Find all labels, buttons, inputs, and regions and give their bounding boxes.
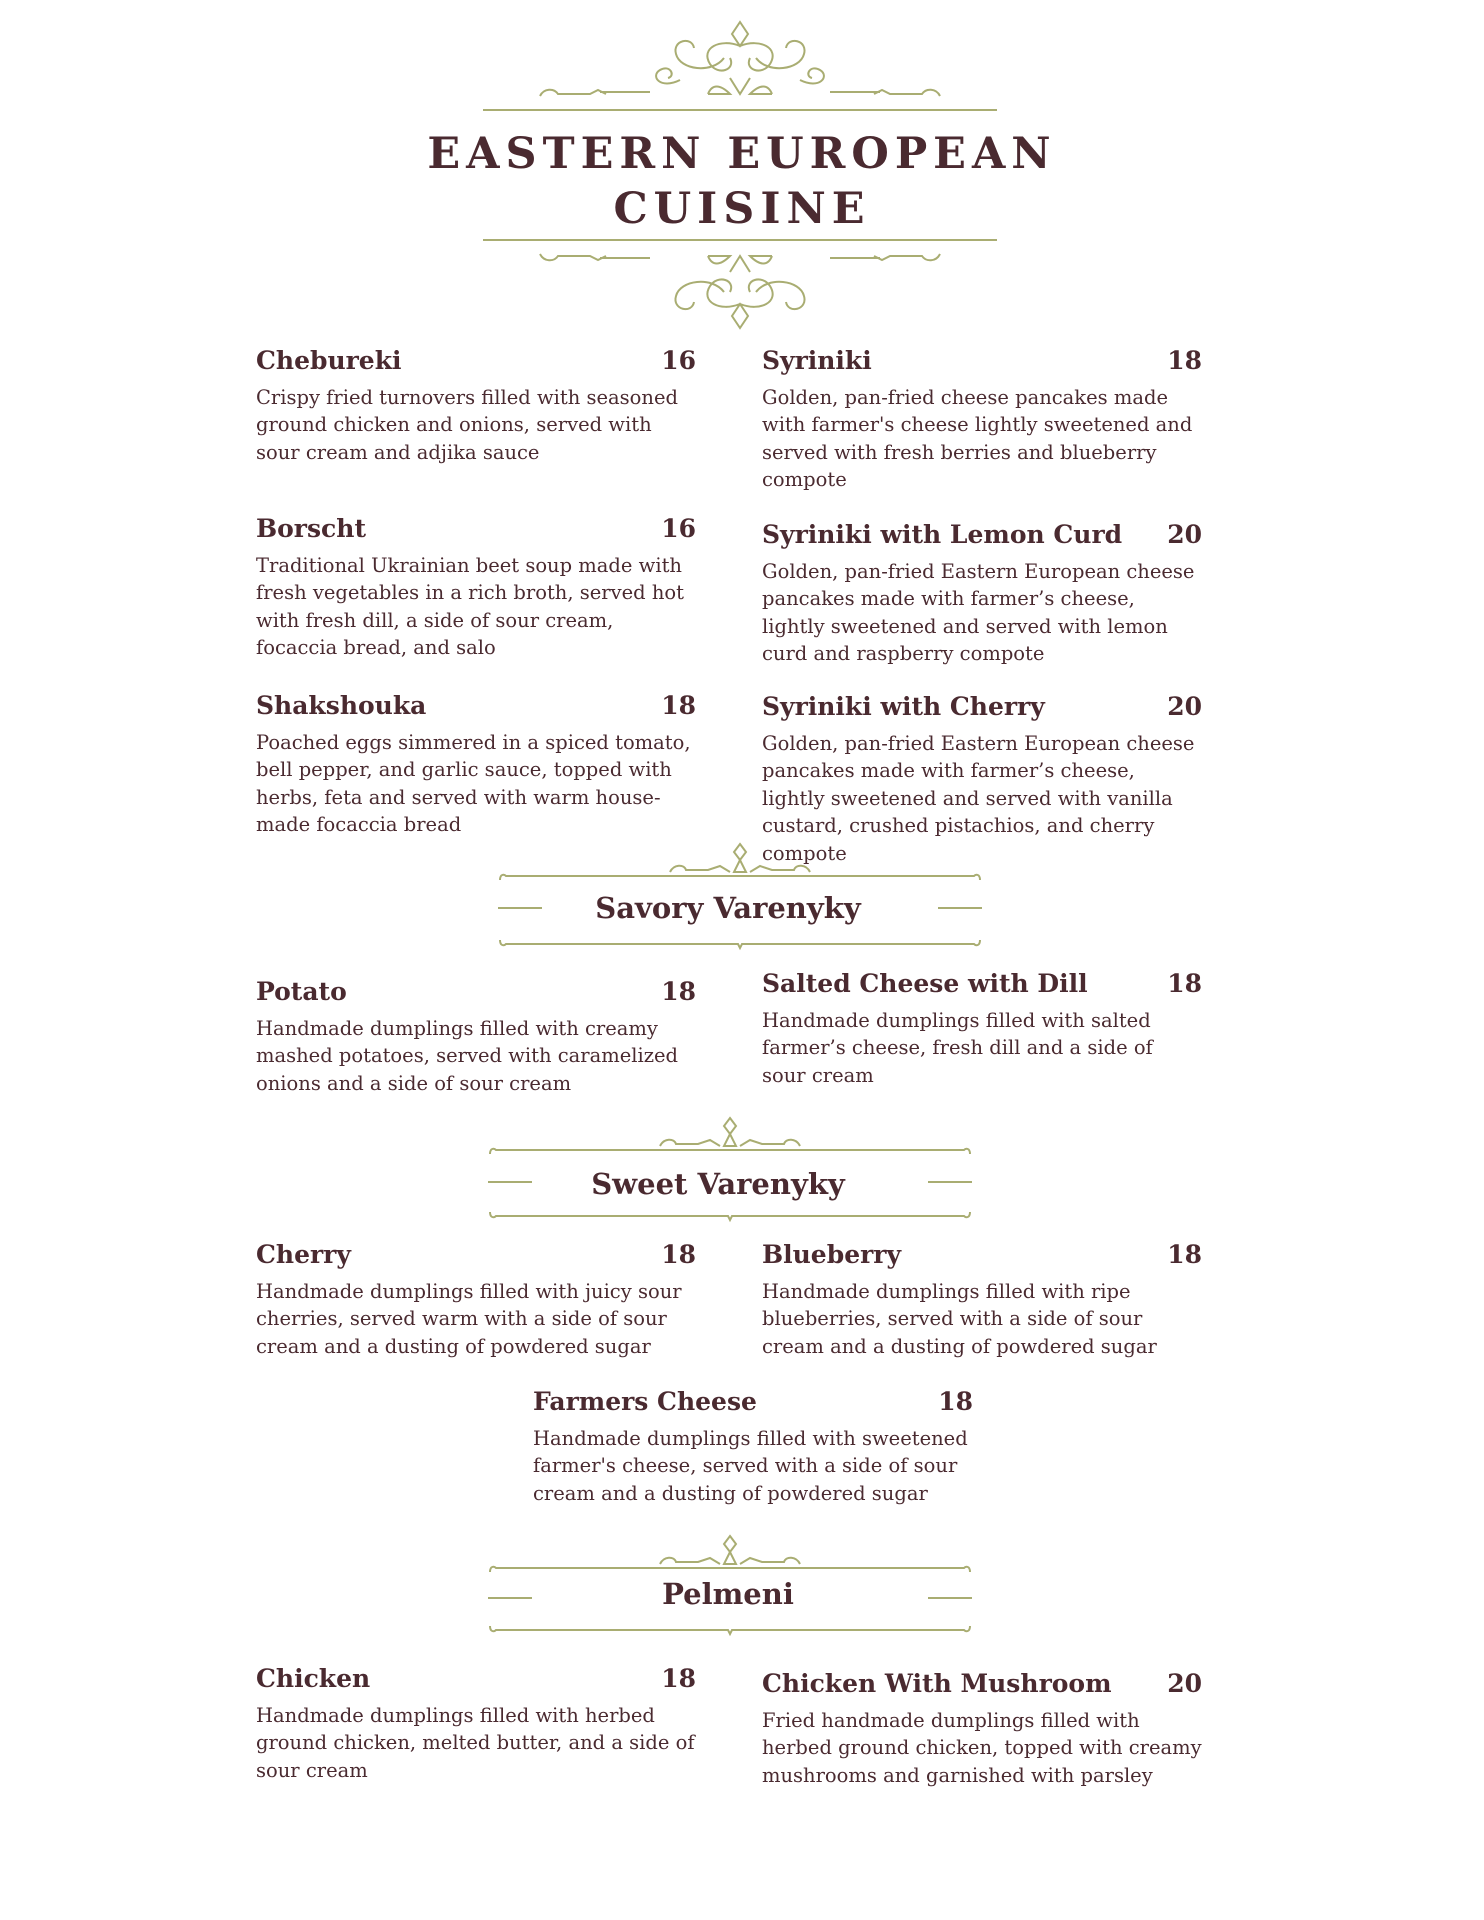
- menu-item-syriniki: [762, 344, 1202, 494]
- item-price: 18: [938, 1387, 973, 1416]
- section-title-pelmeni: Pelmeni: [662, 1577, 794, 1611]
- item-description: Golden, pan-fried Eastern European cheese pancakes made with farmer’s cheese, lightly sweetened and served with lemon curd and raspberry compote: [762, 560, 1195, 666]
- menu-item-potato: [256, 975, 696, 1097]
- item-description: Handmade dumplings filled with juicy sour cherries, served warm with a side of sour cream and a dusting of powdered sugar: [256, 1280, 682, 1358]
- menu-item-chicken: [256, 1662, 696, 1784]
- item-name: Cherry: [256, 1240, 351, 1269]
- menu-item-syriniki-lemon-curd: [762, 518, 1202, 668]
- menu-item-chebureki: [256, 344, 696, 466]
- item-price: 20: [1167, 520, 1202, 549]
- item-description: Poached eggs simmered in a spiced tomato, bell pepper, and garlic sauce, topped with herbs, feta and served with warm house-made focaccia bread: [256, 731, 691, 837]
- item-price: 18: [1167, 969, 1202, 998]
- item-price: 18: [1167, 346, 1202, 375]
- item-name: Blueberry: [762, 1240, 901, 1269]
- item-name: Syriniki with Cherry: [762, 692, 1045, 721]
- menu-item-shakshouka: [256, 689, 696, 839]
- item-name: Salted Cheese with Dill: [762, 969, 1088, 998]
- item-price: 16: [661, 514, 696, 543]
- header-bottom-ornament: [480, 232, 1000, 332]
- item-price: 20: [1167, 692, 1202, 721]
- section-divider-bottom: [488, 1210, 972, 1224]
- item-name: Chebureki: [256, 346, 402, 375]
- section-side-rule-right: [938, 906, 982, 910]
- section-side-rule-right: [928, 1180, 972, 1184]
- item-description: Handmade dumplings filled with herbed ground chicken, melted butter, and a side of sour cream: [256, 1704, 695, 1782]
- menu-item-cherry: [256, 1238, 696, 1360]
- section-divider-top: [498, 842, 982, 882]
- menu-item-blueberry: [762, 1238, 1202, 1360]
- item-price: 20: [1167, 1669, 1202, 1698]
- section-side-rule-left: [488, 1596, 532, 1600]
- item-description: Golden, pan-fried Eastern European cheese pancakes made with farmer’s cheese, lightly sweetened and served with vanilla custard, crushed pistachios, and cherry compote: [762, 732, 1195, 865]
- item-name: Potato: [256, 977, 347, 1006]
- item-description: Golden, pan-fried cheese pancakes made with farmer's cheese lightly sweetened and served with fresh berries and blueberry compote: [762, 386, 1193, 492]
- item-description: Handmade dumplings filled with creamy mashed potatoes, served with caramelized onions and a side of sour cream: [256, 1017, 679, 1095]
- section-divider-top: [488, 1534, 972, 1574]
- menu-title-line2: CUISINE: [613, 184, 871, 234]
- section-divider-bottom: [498, 938, 982, 952]
- item-description: Traditional Ukrainian beet soup made with fresh vegetables in a rich broth, served hot with fresh dill, a side of sour cream, focaccia bread, and salo: [256, 554, 684, 660]
- section-title-savory-varenyky: Savory Varenyky: [595, 891, 861, 925]
- section-title-sweet-varenyky: Sweet Varenyky: [591, 1167, 845, 1201]
- item-name: Chicken With Mushroom: [762, 1669, 1112, 1698]
- item-name: Borscht: [256, 514, 366, 543]
- item-price: 18: [661, 1240, 696, 1269]
- item-price: 18: [661, 977, 696, 1006]
- item-description: Handmade dumplings filled with ripe blueberries, served with a side of sour cream and a dusting of powdered sugar: [762, 1280, 1157, 1358]
- item-name: Farmers Cheese: [533, 1387, 757, 1416]
- item-price: 18: [661, 1664, 696, 1693]
- item-description: Fried handmade dumplings filled with herbed ground chicken, topped with creamy mushrooms and garnished with parsley: [762, 1709, 1202, 1787]
- item-price: 16: [661, 346, 696, 375]
- section-side-rule-right: [928, 1596, 972, 1600]
- menu-item-chicken-mushroom: [762, 1667, 1202, 1789]
- item-name: Syriniki with Lemon Curd: [762, 520, 1123, 549]
- section-divider-top: [488, 1116, 972, 1156]
- item-description: Handmade dumplings filled with salted farmer’s cheese, fresh dill and a side of sour cream: [762, 1009, 1153, 1087]
- header-top-ornament: [480, 18, 1000, 118]
- item-name: Shakshouka: [256, 691, 427, 720]
- menu-title-line1: EASTERN EUROPEAN: [427, 129, 1057, 179]
- item-price: 18: [1167, 1240, 1202, 1269]
- item-name: Syriniki: [762, 346, 872, 375]
- menu-item-salted-cheese-dill: [762, 967, 1202, 1089]
- item-description: Crispy fried turnovers filled with seasoned ground chicken and onions, served with sour cream and adjika sauce: [256, 386, 679, 464]
- menu-item-syriniki-cherry: [762, 690, 1202, 867]
- item-name: Chicken: [256, 1664, 371, 1693]
- menu-item-farmers-cheese: [533, 1385, 973, 1507]
- item-price: 18: [661, 691, 696, 720]
- section-divider-bottom: [488, 1624, 972, 1638]
- menu-item-borscht: [256, 512, 696, 662]
- item-description: Handmade dumplings filled with sweetened farmer's cheese, served with a side of sour cream and a dusting of powdered sugar: [533, 1427, 968, 1505]
